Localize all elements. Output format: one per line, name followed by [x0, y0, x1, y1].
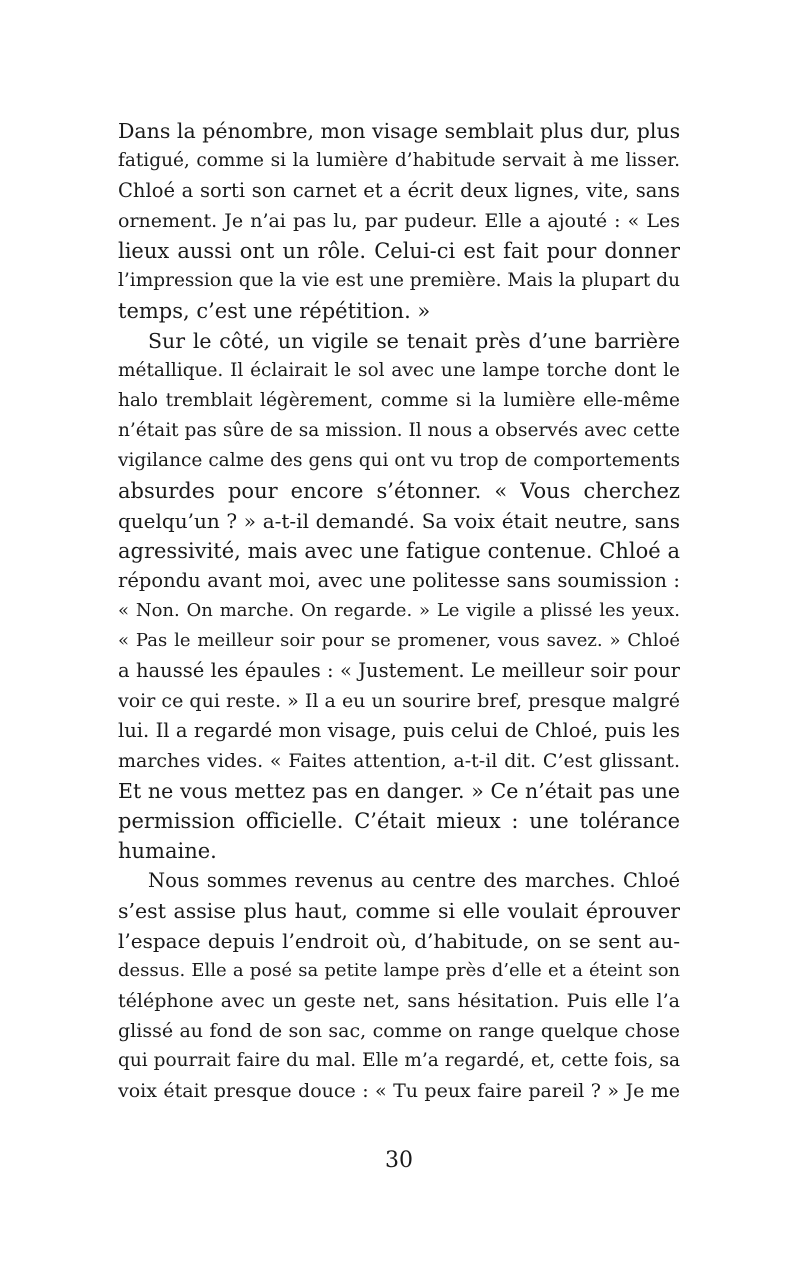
text-line: humaine. [118, 839, 217, 863]
text-line: voir ce qui reste. » Il a eu un sourire bref, presque malgré [118, 690, 680, 712]
text-line: agressivité, mais avec une fatigue contenue. Chloé a [118, 539, 680, 563]
text-line: permission officielle. C’était mieux : une tolérance [118, 809, 680, 833]
text-line: n’était pas sûre de sa mission. Il nous a observés avec cette [118, 420, 680, 441]
text-line: voix était presque douce : « Tu peux faire pareil ? » Je me [118, 1080, 680, 1102]
text-line: l’espace depuis l’endroit où, d’habitude, on se sent au- [118, 929, 680, 953]
text-line: « Non. On marche. On regarde. » Le vigile a plissé les yeux. [118, 600, 680, 621]
page-body [118, 116, 680, 1106]
text-line: qui pourrait faire du mal. Elle m’a regardé, et, cette fois, sa [118, 1050, 680, 1071]
text-line: vigilance calme des gens qui ont vu trop de comportements [118, 450, 680, 471]
text-line: « Pas le meilleur soir pour se promener, vous savez. » Chloé [118, 630, 680, 651]
text-line: lieux aussi ont un rôle. Celui-ci est fait pour donner [118, 239, 680, 263]
paragraph [118, 866, 680, 1106]
text-line: répondu avant moi, avec une politesse sans soumission : [118, 569, 680, 592]
text-line: ornement. Je n’ai pas lu, par pudeur. Elle a ajouté : « Les [118, 210, 680, 232]
text-line: halo tremblait légèrement, comme si la lumière elle-même [118, 390, 680, 411]
text-line: métallique. Il éclairait le sol avec une lampe torche dont le [118, 360, 680, 381]
text-line: Et ne vous mettez pas en danger. » Ce n’était pas une [118, 779, 680, 803]
text-line: Chloé a sorti son carnet et a écrit deux lignes, vite, sans [118, 179, 680, 202]
text-line: absurdes pour encore s’étonner. « Vous cherchez [118, 479, 680, 503]
text-line: a haussé les épaules : « Justement. Le meilleur soir pour [118, 659, 680, 682]
text-line: s’est assise plus haut, comme si elle voulait éprouver [118, 899, 680, 923]
text-line: temps, c’est une répétition. » [118, 299, 431, 323]
text-line: marches vides. « Faites attention, a-t-il dit. C’est glissant. [118, 750, 680, 772]
text-line: fatigué, comme si la lumière d’habitude servait à me lisser. [118, 150, 680, 171]
paragraph [118, 326, 680, 866]
text-line: glissé au fond de son sac, comme on range quelque chose [118, 1020, 680, 1042]
text-line: lui. Il a regardé mon visage, puis celui de Chloé, puis les [118, 719, 680, 742]
text-line: téléphone avec un geste net, sans hésitation. Puis elle l’a [118, 990, 680, 1012]
text-line: Dans la pénombre, mon visage semblait plus dur, plus [118, 119, 680, 143]
text-line: Nous sommes revenus au centre des marches. Chloé [148, 869, 680, 892]
text-line: Sur le côté, un vigile se tenait près d’une barrière [148, 329, 680, 353]
text-line: quelqu’un ? » a-t-il demandé. Sa voix était neutre, sans [118, 509, 680, 533]
page-number: 30 [385, 1148, 413, 1173]
text-line: l’impression que la vie est une première. Mais la plupart du [118, 270, 680, 291]
paragraph [118, 116, 680, 326]
text-line: dessus. Elle a posé sa petite lampe près d’elle et a éteint son [118, 960, 680, 981]
